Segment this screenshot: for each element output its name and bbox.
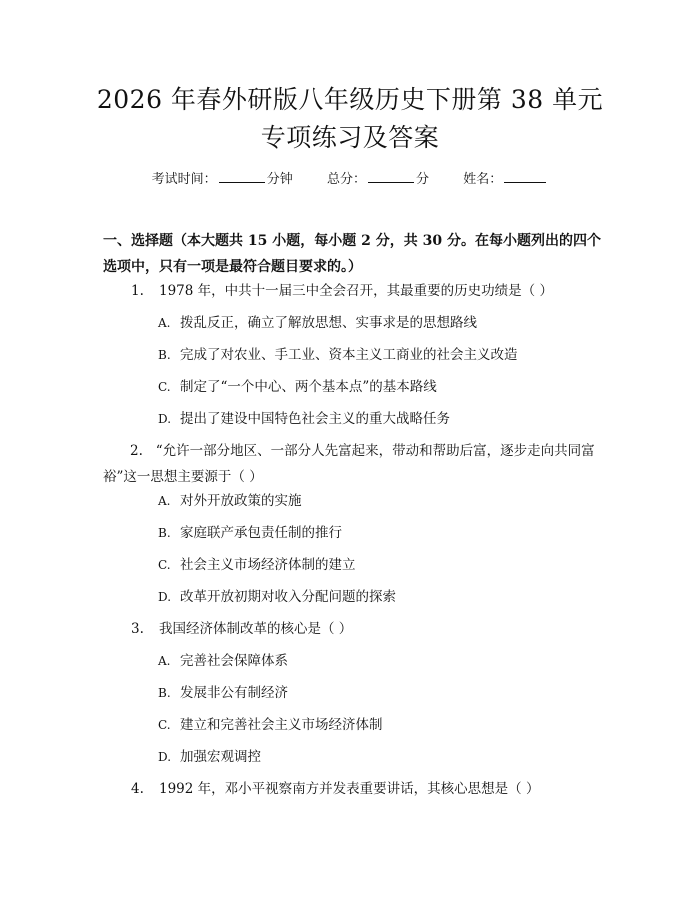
question-4 [131, 776, 539, 802]
option-text: 制定了“一个中心、两个基本点”的基本路线 [180, 379, 437, 395]
question-3 [131, 616, 352, 642]
option-1d [158, 406, 450, 432]
option-letter: D. [158, 590, 172, 604]
option-text: 改革开放初期对收入分配问题的探索 [180, 589, 396, 605]
exam-info [0, 168, 700, 190]
option-letter: C. [158, 718, 171, 732]
question-number: 1. [131, 283, 144, 299]
option-1c [158, 374, 437, 400]
exam-time-blank [219, 168, 265, 183]
exam-score-blank [368, 168, 414, 183]
question-1 [131, 278, 553, 304]
document-title-line2: 专项练习及答案 [260, 123, 440, 152]
option-text: 社会主义市场经济体制的建立 [180, 557, 356, 573]
exam-score-unit: 分 [416, 172, 430, 187]
option-letter: C. [158, 380, 171, 394]
question-number: 3. [131, 621, 144, 637]
option-text: 提出了建设中国特色社会主义的重大战略任务 [180, 411, 450, 427]
question-2 [103, 438, 603, 490]
option-text: 对外开放政策的实施 [180, 493, 302, 509]
option-2d [158, 584, 396, 610]
option-text: 完善社会保障体系 [180, 653, 288, 669]
option-letter: C. [158, 558, 171, 572]
option-text: 加强宏观调控 [180, 749, 261, 765]
exam-time-label: 考试时间： [151, 172, 217, 187]
option-2c [158, 552, 356, 578]
exam-score-label: 总分： [326, 172, 366, 187]
option-letter: B. [158, 526, 171, 540]
option-3d [158, 744, 261, 770]
section-heading: 一、选择题（本大题共 15 小题，每小题 2 分，共 30 分。在每小题列出的四个选项中，只有一项是最符合题目要求的。） [103, 233, 601, 275]
option-2b [158, 520, 342, 546]
question-number: 4. [131, 781, 144, 797]
question-stem: 1978 年，中共十一届三中全会召开，其最重要的历史功绩是（ ） [159, 283, 553, 299]
option-letter: B. [158, 686, 171, 700]
exam-name-label: 姓名： [463, 172, 503, 187]
option-text: 发展非公有制经济 [180, 685, 288, 701]
option-text: 完成了对农业、手工业、资本主义工商业的社会主义改造 [180, 347, 518, 363]
option-letter: D. [158, 412, 172, 426]
option-text: 家庭联产承包责任制的推行 [180, 525, 342, 541]
option-2a [158, 488, 302, 514]
option-3a [158, 648, 288, 674]
option-text: 建立和完善社会主义市场经济体制 [180, 717, 383, 733]
document-title-line1: 2026 年春外研版八年级历史下册第 38 单元 [96, 85, 604, 114]
question-stem: 我国经济体制改革的核心是（ ） [159, 621, 353, 637]
option-letter: D. [158, 750, 172, 764]
option-1b [158, 342, 518, 368]
question-stem: 1992 年，邓小平视察南方并发表重要讲话，其核心思想是（ ） [159, 781, 540, 797]
option-letter: A. [158, 494, 171, 508]
question-number: 2. [130, 443, 143, 459]
option-1a [158, 310, 477, 336]
question-stem: “允许一部分地区、一部分人先富起来，带动和帮助后富，逐步走向共同富裕”这一思想主要源于（ ） [103, 443, 595, 485]
option-3b [158, 680, 288, 706]
exam-time-unit: 分钟 [266, 172, 293, 187]
exam-name-blank [504, 168, 546, 183]
option-letter: A. [158, 654, 171, 668]
option-text: 拨乱反正，确立了解放思想、实事求是的思想路线 [180, 315, 477, 331]
option-letter: B. [158, 348, 171, 362]
option-letter: A. [158, 316, 171, 330]
option-3c [158, 712, 383, 738]
